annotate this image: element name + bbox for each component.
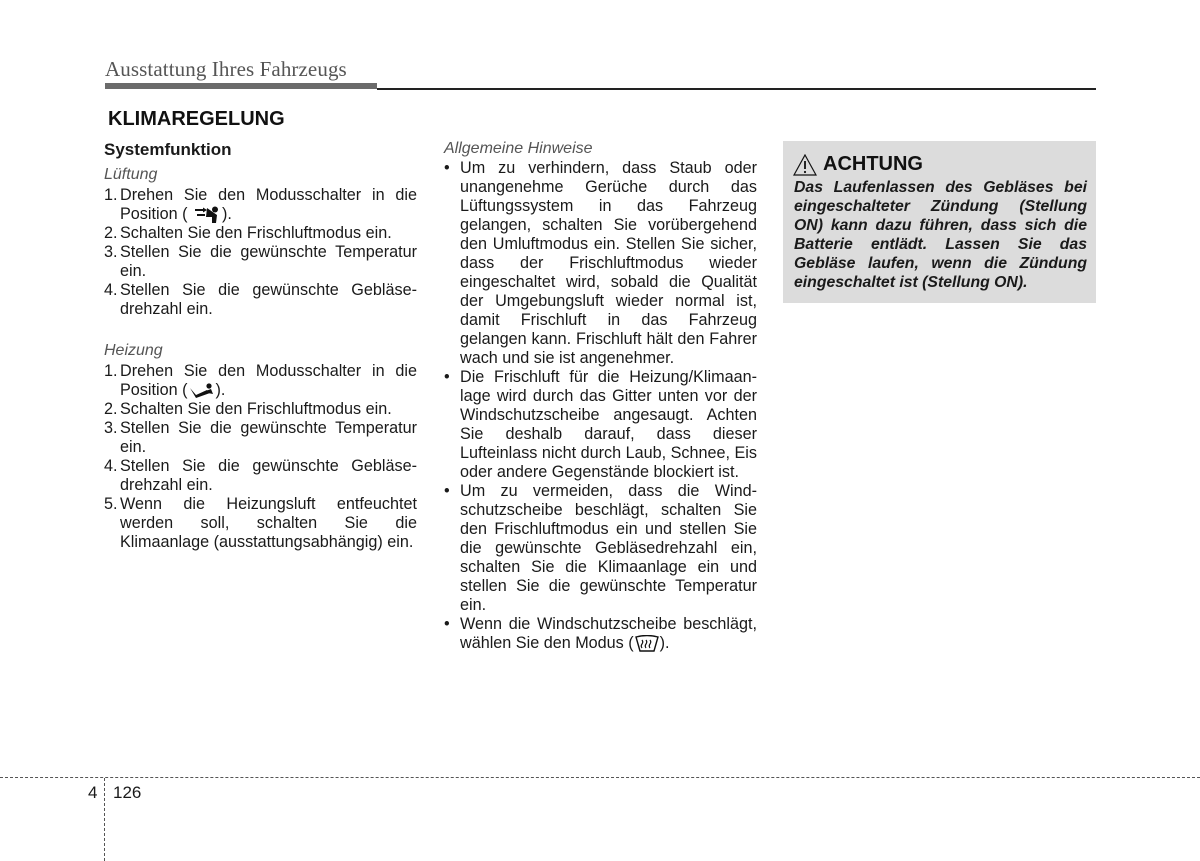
bullet: • xyxy=(444,368,450,386)
caution-header xyxy=(793,153,923,176)
section-title: KLIMAREGELUNG xyxy=(108,108,285,130)
list-item xyxy=(444,159,757,368)
bullet-text-after: ). xyxy=(659,634,670,652)
step-text-before: Drehen Sie den Modusschalter in die Position ( xyxy=(120,186,417,223)
bullet-text-before: Wenn die Windschutzscheibe beschlägt, wählen Sie den Modus ( xyxy=(460,615,757,652)
step-text: Wenn die Heizungsluft entfeuchtet werden soll, schalten Sie die Klimaanlage (ausstattungsabhängig) ein. xyxy=(120,495,417,551)
list-item xyxy=(444,368,757,482)
ventilation-title: Lüftung xyxy=(104,166,158,183)
step-text-before: Drehen Sie den Modusschalter in die Position ( xyxy=(120,362,417,399)
list-item xyxy=(104,400,417,419)
caution-label: ACHTUNG xyxy=(823,153,923,175)
header-bar xyxy=(105,83,377,89)
heating-title: Heizung xyxy=(104,342,163,359)
footer-rule xyxy=(0,777,1200,778)
step-number: 3. xyxy=(104,243,118,261)
list-item xyxy=(104,495,417,552)
step-text-after: ). xyxy=(221,205,232,223)
chapter-number: 4 xyxy=(88,783,98,802)
step-text: Stellen Sie die gewünschte Temperatur ein. xyxy=(120,243,417,280)
bullet: • xyxy=(444,615,450,633)
step-number: 1. xyxy=(104,186,118,204)
step-number: 5. xyxy=(104,495,118,513)
list-item xyxy=(104,186,417,224)
list-item xyxy=(104,243,417,281)
step-text xyxy=(120,362,417,400)
warning-triangle-icon xyxy=(793,154,817,176)
heating-block xyxy=(104,341,417,552)
footer-divider xyxy=(104,778,105,861)
step-text: Schalten Sie den Frischluftmodus ein. xyxy=(120,224,392,242)
step-text xyxy=(120,186,417,224)
list-item xyxy=(104,457,417,495)
middle-column xyxy=(444,139,757,653)
step-number: 4. xyxy=(104,457,118,475)
page-number: 126 xyxy=(113,783,142,802)
bullet-text: Um zu verhindern, dass Staub oder unangenehme Gerüche durch das Lüftungssystem in das Fahrzeug gelangen, schalten Sie vorübergehend den Umluftmodus ein. Stellen Sie sicher, dass der Frischluftmodus wieder eingeschaltet wird, sobald die Qualität der Umgebungsluft wieder normal ist, damit Frischluft in das Fahrzeug gelangen kann. Frischluft hält den Fahrer wach und sie ist angenehmer. xyxy=(460,159,757,367)
defrost-mode-icon xyxy=(634,635,660,653)
left-column xyxy=(104,140,417,552)
general-notes-title: Allgemeine Hinweise xyxy=(444,140,593,157)
list-item xyxy=(104,224,417,243)
list-item xyxy=(104,362,417,400)
ventilation-steps xyxy=(104,186,417,319)
step-number: 2. xyxy=(104,224,118,242)
bullet: • xyxy=(444,482,450,500)
step-number: 1. xyxy=(104,362,118,380)
heating-steps xyxy=(104,362,417,552)
step-text-after: ). xyxy=(215,381,226,399)
step-number: 2. xyxy=(104,400,118,418)
general-notes-list xyxy=(444,159,757,653)
bullet-text: Um zu vermeiden, dass die Wind-schutzscheibe beschlägt, schalten Sie den Frischluftmodus ein und stellen Sie die gewünschte Gebläsedrehzahl ein, schalten Sie die Klimaanlage ein und stellen Sie die gewünschte Temperatur ein. xyxy=(460,482,757,614)
caution-text: Das Laufenlassen des Gebläses bei eingeschalteter Zündung (Stellung ON) kann dazu führen, dass sich die Batterie entlädt. Lassen Sie das Gebläse laufen, wenn die Zündung eingeschaltet ist (Stellung ON). xyxy=(794,179,1087,291)
step-text: Stellen Sie die gewünschte Gebläse-drehzahl ein. xyxy=(120,457,417,494)
step-number: 4. xyxy=(104,281,118,299)
caution-box xyxy=(783,141,1096,303)
floor-mode-icon xyxy=(187,383,215,399)
list-item xyxy=(444,482,757,615)
running-head: Ausstattung Ihres Fahrzeugs xyxy=(105,57,347,81)
face-vent-mode-icon xyxy=(192,206,222,224)
step-text: Schalten Sie den Frischluftmodus ein. xyxy=(120,400,392,418)
step-text: Stellen Sie die gewünschte Temperatur ein. xyxy=(120,419,417,456)
list-item xyxy=(104,281,417,319)
step-text: Stellen Sie die gewünschte Gebläse-drehzahl ein. xyxy=(120,281,417,318)
bullet: • xyxy=(444,159,450,177)
bullet-text: Die Frischluft für die Heizung/Klimaan-lage wird durch das Gitter unten vor der Windschutzscheibe angesaugt. Achten Sie deshalb darauf, dass dieser Lufteinlass nicht durch Laub, Schnee, Eis oder andere Gegenstände blockiert ist. xyxy=(460,368,757,481)
system-function-heading: Systemfunktion xyxy=(104,140,232,159)
list-item xyxy=(104,419,417,457)
bullet-text xyxy=(460,615,757,653)
step-number: 3. xyxy=(104,419,118,437)
list-item xyxy=(444,615,757,653)
header-rule xyxy=(377,88,1096,90)
